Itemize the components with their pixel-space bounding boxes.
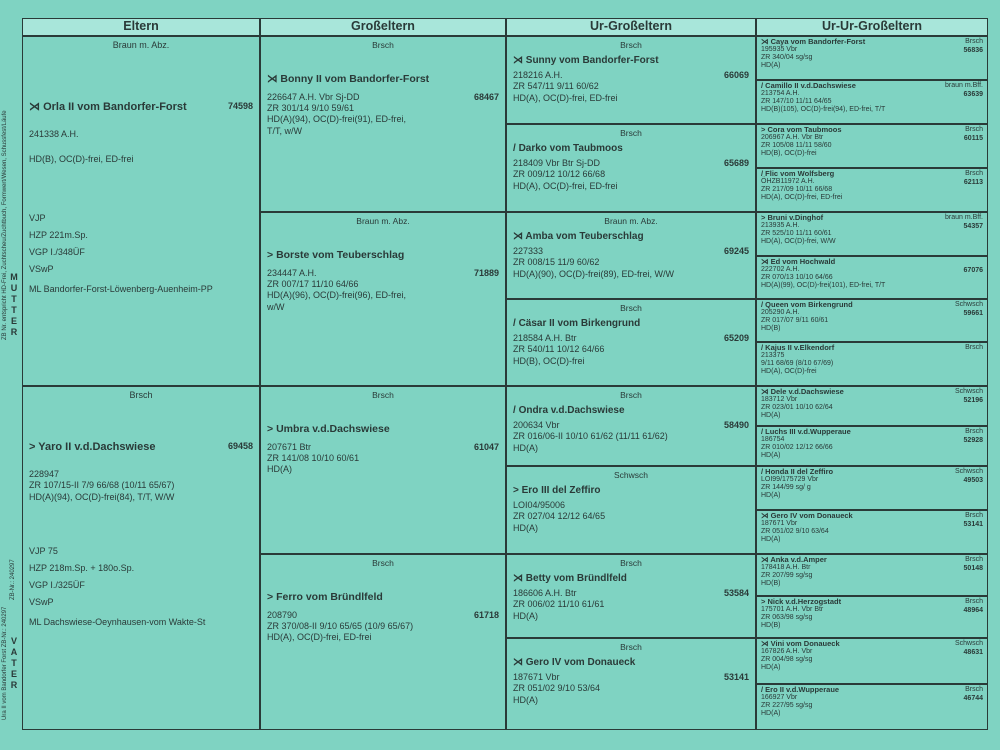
gg-grandparent-15: ⋊ Vini vom Donaueck Schwsch 48631 167826 A.H. Vbr ZR 004/98 sg/sg HD(A): [756, 638, 988, 684]
father-performance: VJP 75 HZP 218m.Sp. + 180o.Sp. VGP I./325ÜF VSwP: [29, 545, 135, 608]
mother-reg: 241338 A.H.: [29, 129, 79, 139]
mother-color: Braun m. Abz.: [112, 40, 170, 50]
sidebar-bottom-note: Ura II vom Bandorfer Forst ZB-Nr.: 240297: [2, 606, 8, 720]
father-no: 69458: [227, 441, 253, 452]
great-grandparent-3: Braun m. Abz. ⋊ Amba vom Teuberschlag 227333 69245 ZR 008/15 11/9 60/62 HD(A)(90), OC(D)-frei(89), ED-frei, W/W: [506, 212, 756, 299]
mother-name: ⋊ Orla II vom Bandorfer-Forst 74598: [29, 101, 253, 114]
gg-grandparent-14: > Nick v.d.Herzogstadt Brsch 48964 175701 A.H. Vbr Btr ZR 063/98 sg/sg HD(B): [756, 596, 988, 638]
gg-grandparent-4: / Flic vom Wolfsberg Brsch 62113 ÖHZB11972 A.H. ZR 217/09 10/11 66/68 HD(A), OC(D)-frei, ED-frei: [756, 168, 988, 212]
header-grosseltern: Großeltern: [260, 18, 506, 36]
header-eltern: Eltern: [22, 18, 260, 36]
sidebar-bottom-note-2: ZB-Nr.: 240297: [10, 559, 16, 600]
gg-grandparent-11: / Honda II del Zeffiro Schwsch 49503 LOI99/175729 Vbr ZR 144/99 sg/ g HD(A): [756, 466, 988, 510]
sidebar-top-note: ZB Nr. entspricht HD-Frei, Zuchtscheu/Zuchtbuch, Formwert/Wesen, Schussfest/Läufe: [2, 110, 8, 340]
father-name: > Yaro II v.d.Dachswiese 69458: [29, 441, 253, 454]
great-grandparent-8: Brsch ⋊ Gero IV vom Donaueck 187671 Vbr 53141 ZR 051/02 9/10 53/64 HD(A): [506, 638, 756, 730]
sidebar: [0, 40, 22, 730]
mother-label: M U T T E R: [10, 272, 18, 337]
grandparent-name: > Umbra v.d.Dachswiese: [267, 422, 390, 435]
mother-performance: VJP HZP 221m.Sp. VGP I./348ÜF VSwP: [29, 212, 88, 274]
gg-grandparent-12: ⋊ Gero IV vom Donaueck Brsch 53141 187671 Vbr ZR 051/02 9/10 63/64 HD(A): [756, 510, 988, 554]
great-grandparent-6: Schwsch > Ero III del Zeffiro LOI04/95006 ZR 027/04 12/12 64/65 HD(A): [506, 466, 756, 554]
grandparent-2: Braun m. Abz. > Borste vom Teuberschlag 234447 A.H. 71889 ZR 007/17 11/10 64/66 HD(A)(96), OC(D)-frei(96), ED-frei, w/W: [260, 212, 506, 386]
grandparent-4: Brsch > Ferro vom Bründlfeld 208790 61718 ZR 370/08-II 9/10 65/65 (10/9 65/67) HD(A), OC(D)-frei, ED-frei: [260, 554, 506, 730]
gg-grandparent-6: ⋊ Ed vom Hochwald 67076 222702 A.H. ZR 070/13 10/10 64/66 HD(A)(99), OC(D)-frei(101), ED-frei, T/T: [756, 256, 988, 299]
header-ururgrosseltern: Ur-Ur-Großeltern: [756, 18, 988, 36]
gg-grandparent-13: ⋊ Anka v.d.Amper Brsch 50148 178418 A.H. Btr ZR 207/99 sg/sg HD(B): [756, 554, 988, 596]
gg-grandparent-16: / Ero II v.d.Wupperaue Brsch 46744 166927 Vbr ZR 227/95 sg/sg HD(A): [756, 684, 988, 730]
mother-health: HD(B), OC(D)-frei, ED-frei: [29, 154, 134, 165]
grandparent-1: Brsch ⋊ Bonny II vom Bandorfer-Forst 226647 A.H. Vbr Sj-DD 68467 ZR 301/14 9/10 59/61 HD(A)(94), OC(D)-frei(91), ED-frei, T/T, w/W: [260, 36, 506, 212]
gg-grandparent-3: > Cora vom Taubmoos Brsch 60115 206967 A.H. Vbr Btr ZR 105/08 11/11 58/60 HD(B), OC(D)-frei: [756, 124, 988, 168]
father-label: V A T E R: [10, 636, 18, 690]
grandparent-name: ⋊ Bonny II vom Bandorfer-Forst: [267, 72, 430, 85]
father-color: Brsch: [129, 390, 153, 400]
great-grandparent-2: Brsch / Darko vom Taubmoos 218409 Vbr Btr Sj-DD 65689 ZR 009/12 10/12 66/68 HD(A), OC(D)-frei, ED-frei: [506, 124, 756, 212]
gg-grandparent-8: / Kajus II v.Elkendorf Brsch 213375 9/11 68/69 (8/10 67/69) HD(A), OC(D)-frei: [756, 342, 988, 386]
gg-grandparent-1: ⋊ Caya vom Bandorfer-Forst Brsch 56836 195935 Vbr ZR 340/04 sg/sg HD(A): [756, 36, 988, 80]
gg-grandparent-9: ⋊ Dele v.d.Dachswiese Schwsch 52196 183712 Vbr ZR 023/01 10/10 62/64 HD(A): [756, 386, 988, 426]
grandparent-3: Brsch > Umbra v.d.Dachswiese 207671 Btr 61047 ZR 141/08 10/10 60/61 HD(A): [260, 386, 506, 554]
father-zr: ZR 107/15-II 7/9 66/68 (10/11 65/67): [29, 480, 175, 491]
father-reg: 228947: [29, 469, 60, 479]
great-grandparent-4: Brsch / Cäsar II vom Birkengrund 218584 A.H. Btr 65209 ZR 540/11 10/12 64/66 HD(B), OC(D)-frei: [506, 299, 756, 386]
gg-grandparent-5: > Bruni v.Dinghof braun m.Bff. 54357 213935 A.H. ZR 525/10 11/11 60/61 HD(A), OC(D)-frei, W/W: [756, 212, 988, 256]
parent-father: [22, 386, 260, 730]
grandparent-name: > Ferro vom Bründlfeld: [267, 590, 383, 603]
father-health: HD(A)(94), OC(D)-frei(84), T/T, W/W: [29, 491, 175, 502]
header-urgrosseltern: Ur-Großeltern: [506, 18, 756, 36]
great-grandparent-1: Brsch ⋊ Sunny vom Bandorfer-Forst 218216 A.H. 66069 ZR 547/11 9/11 60/62 HD(A), OC(D)-frei, ED-frei: [506, 36, 756, 124]
gg-grandparent-2: / Camillo II v.d.Dachswiese braun m.Bff. 63639 213754 A.H. ZR 147/10 11/11 64/65 HD(B)(105), OC(D)-frei(94), ED-frei, T/T: [756, 80, 988, 124]
gg-grandparent-7: / Queen vom Birkengrund Schwsch 59661 205290 A.H. ZR 017/07 9/11 60/61 HD(B): [756, 299, 988, 342]
mother-ml: ML Bandorfer-Forst-Löwenberg-Auenheim-PP: [29, 283, 213, 294]
grandparent-name: > Borste vom Teuberschlag: [267, 248, 405, 261]
father-ml: ML Dachswiese-Oeynhausen-vom Wakte-St: [29, 617, 206, 628]
great-grandparent-5: Brsch / Ondra v.d.Dachswiese 200634 Vbr 58490 ZR 016/06-II 10/10 61/62 (11/11 61/62) HD(A): [506, 386, 756, 466]
parent-mother: [22, 36, 260, 386]
mother-no: 74598: [227, 101, 253, 112]
great-grandparent-7: Brsch ⋊ Betty vom Bründlfeld 186606 A.H. Btr 53584 ZR 006/02 11/10 61/61 HD(A): [506, 554, 756, 638]
gg-grandparent-10: / Luchs III v.d.Wupperaue Brsch 52928 186754 ZR 010/02 12/12 66/66 HD(A): [756, 426, 988, 466]
